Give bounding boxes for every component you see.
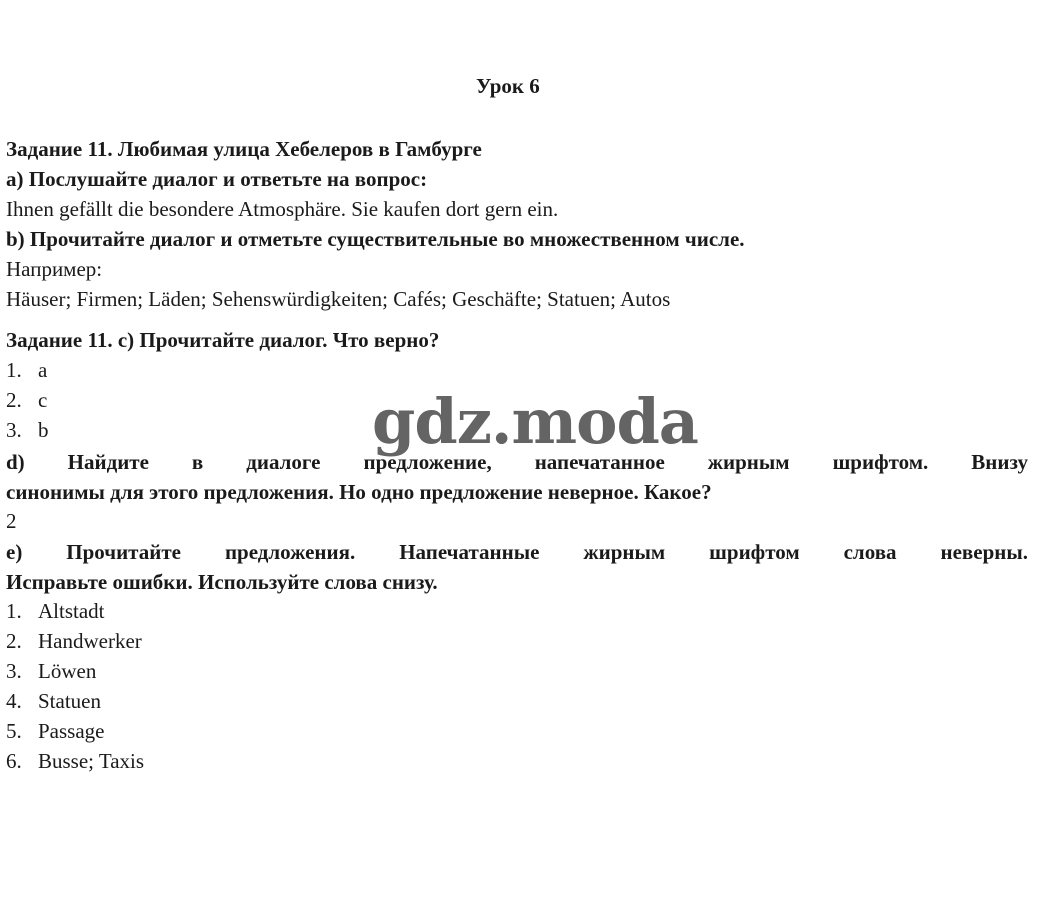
answer-text: Statuen [38, 689, 101, 713]
lesson-title: Урок 6 [476, 74, 540, 98]
answer-a: Ihnen gefällt die besondere Atmosphäre. Sie kaufen dort gern ein. [6, 197, 559, 221]
answer-text: Passage [38, 719, 105, 743]
example-label: Например: [6, 257, 103, 281]
task-c-heading: Задание 11. c) Прочитайте диалог. Что верно? [6, 328, 440, 352]
question-e-line1: e) Прочитайте предложения. Напечатанные жирным шрифтом слова неверны. [6, 540, 1028, 564]
answer-b: Häuser; Firmen; Läden; Sehenswürdigkeiten; Cafés; Geschäfte; Statuen; Autos [6, 287, 671, 311]
answer-d: 2 [6, 509, 17, 533]
answer-number: 1. [6, 599, 22, 623]
question-e-line2: Исправьте ошибки. Используйте слова снизу. [6, 570, 438, 594]
answer-number: 4. [6, 689, 22, 713]
question-d-line2: синонимы для этого предложения. Но одно предложение неверное. Какое? [6, 480, 712, 504]
task-heading: Задание 11. Любимая улица Хебелеров в Гамбурге [6, 137, 482, 161]
watermark: gdz.moda [372, 385, 698, 458]
e-answer-item [6, 748, 144, 774]
answer-number: 2. [6, 629, 22, 653]
e-answer-item [6, 688, 101, 714]
answer-number: 5. [6, 719, 22, 743]
question-b: b) Прочитайте диалог и отметьте существительные во множественном числе. [6, 227, 745, 251]
answer-text: a [38, 358, 48, 382]
answer-item [6, 357, 47, 383]
answer-number: 3. [6, 418, 22, 442]
e-answer-item [6, 718, 105, 744]
answer-text: Löwen [38, 659, 97, 683]
answer-number: 2. [6, 388, 22, 412]
e-answer-item [6, 658, 96, 684]
answer-text: b [38, 418, 49, 442]
answer-text: c [38, 388, 48, 412]
answer-number: 3. [6, 659, 22, 683]
answer-item [6, 417, 49, 443]
question-d-line1: d) Найдите в диалоге предложение, напечатанное жирным шрифтом. Внизу [6, 450, 1028, 474]
answer-text: Handwerker [38, 629, 142, 653]
answer-number: 6. [6, 749, 22, 773]
question-a: a) Послушайте диалог и ответьте на вопрос: [6, 167, 428, 191]
answer-text: Busse; Taxis [38, 749, 145, 773]
answer-text: Altstadt [38, 599, 105, 623]
answer-number: 1. [6, 358, 22, 382]
e-answer-item [6, 598, 105, 624]
answer-item [6, 387, 47, 413]
e-answer-item [6, 628, 142, 654]
